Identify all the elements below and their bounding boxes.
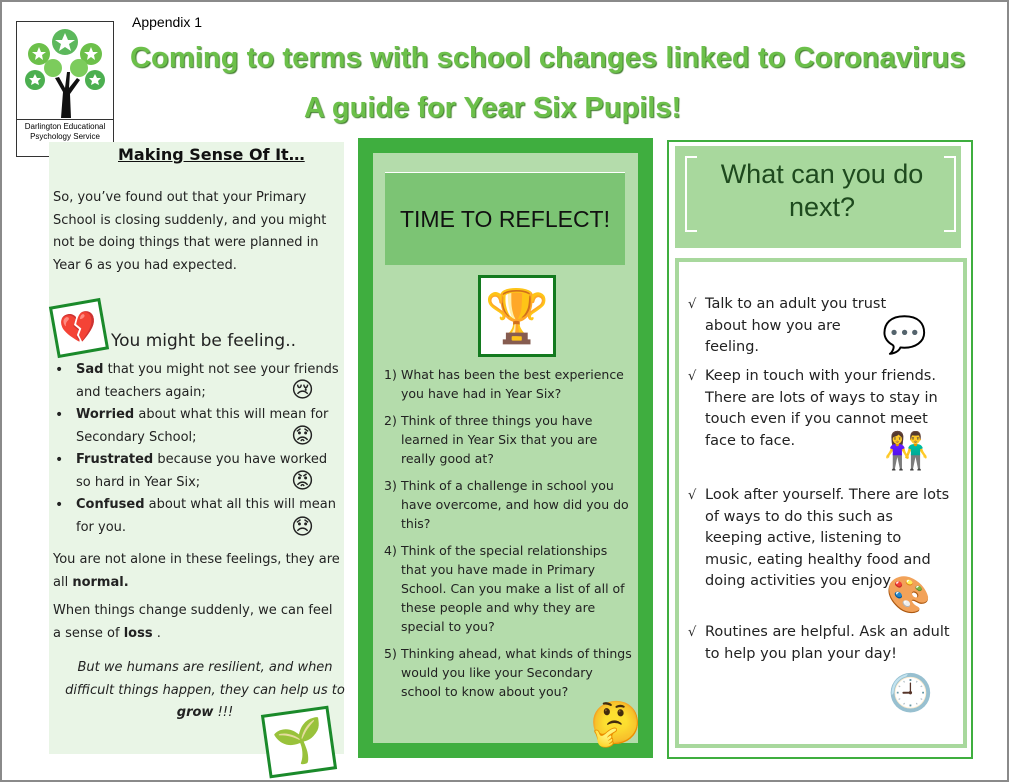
list-item bbox=[384, 644, 634, 701]
resilient-end: !!! bbox=[213, 705, 234, 720]
feeling-text: about what all this will mean for you. bbox=[76, 497, 336, 535]
tip-item bbox=[688, 622, 950, 665]
friends-icon: 👫 bbox=[884, 431, 929, 472]
worried-face-icon: 😟 bbox=[291, 424, 314, 449]
change-plain: When things change suddenly, we can feel a sense of bbox=[53, 603, 333, 641]
disappointed-face-icon: 😞 bbox=[291, 515, 314, 540]
logo bbox=[16, 21, 114, 157]
change-bold: loss bbox=[123, 625, 153, 641]
intro-text: So, you’ve found out that your Primary School is closing suddenly, and you might not be doing things that were planned in Year 6 as you had expected. bbox=[53, 190, 327, 273]
page-subtitle: A guide for Year Six Pupils! bbox=[304, 92, 682, 124]
feeling-label: You might be feeling.. bbox=[111, 331, 296, 351]
next-title: What can you do next? bbox=[720, 159, 924, 222]
trophy-icon: 🏆 bbox=[478, 275, 556, 357]
reflect-title: TIME TO REFLECT! bbox=[385, 172, 625, 265]
feeling-word: Sad bbox=[76, 362, 104, 377]
check-icon: √ bbox=[688, 369, 697, 384]
question-number: 2) bbox=[384, 413, 397, 428]
not-alone-text bbox=[53, 549, 343, 594]
list-item bbox=[384, 365, 634, 403]
tip-text: Routines are helpful. Ask an adult to help you plan your day! bbox=[705, 624, 950, 662]
question-number: 5) bbox=[384, 646, 397, 661]
check-icon: √ bbox=[688, 297, 697, 312]
broken-heart-icon: 💔 bbox=[49, 298, 109, 358]
sprout-icon: 🌱 bbox=[261, 706, 337, 779]
list-item bbox=[384, 411, 634, 468]
feeling-text: that you might not see your friends and teachers again; bbox=[76, 362, 339, 400]
appendix-label: Appendix 1 bbox=[132, 14, 203, 30]
feeling-word: Worried bbox=[76, 407, 135, 422]
crying-face-icon: 😢 bbox=[291, 378, 314, 403]
question-text: What has been the best experience you have had in Year Six? bbox=[401, 367, 624, 401]
feeling-text: about what this will mean for Secondary School; bbox=[76, 407, 329, 445]
list-item bbox=[384, 476, 634, 533]
feeling-text: because you have worked so hard in Year Six; bbox=[76, 452, 328, 490]
resilient-bold: grow bbox=[176, 705, 214, 720]
question-text: Thinking ahead, what kinds of things would you like your Secondary school to know about you? bbox=[401, 646, 632, 699]
feeling-word: Frustrated bbox=[76, 452, 154, 467]
left-bracket-decoration bbox=[685, 156, 697, 232]
change-end: . bbox=[152, 625, 161, 641]
list-item bbox=[384, 541, 634, 636]
clock-icon: 🕘 bbox=[888, 673, 933, 714]
check-icon: √ bbox=[688, 488, 697, 503]
question-text: Think of the special relationships that you have made in Primary School. Can you make a list of all of these people and why they are special to you? bbox=[401, 543, 625, 634]
check-icon: √ bbox=[688, 625, 697, 640]
question-number: 3) bbox=[384, 478, 397, 493]
question-text: Think of a challenge in school you have overcome, and how did you do this? bbox=[401, 478, 629, 531]
resilient-plain: But we humans are resilient, and when difficult things happen, they can help us to bbox=[65, 660, 345, 698]
left-heading: Making Sense Of It… bbox=[118, 145, 305, 164]
reflect-questions bbox=[384, 365, 634, 709]
tip-text: Keep in touch with your friends. There are lots of ways to stay in touch even if you cannot meet face to face. bbox=[705, 368, 938, 449]
right-bracket-decoration bbox=[944, 156, 956, 232]
speech-bubble-icon: 💬 bbox=[882, 315, 927, 356]
logo-caption: Darlington Educational Psychology Service bbox=[17, 119, 113, 156]
question-number: 4) bbox=[384, 543, 397, 558]
question-text: Think of three things you have learned in Year Six that you are really good at? bbox=[401, 413, 598, 466]
tree-logo-icon bbox=[17, 22, 113, 122]
page-title: Coming to terms with school changes linked to Coronavirus bbox=[130, 42, 966, 74]
tip-text: Talk to an adult you trust about how you are feeling. bbox=[705, 296, 887, 355]
tip-text: Look after yourself. There are lots of ways to do this such as keeping active, listening to music, eating healthy food and doing activities you enjoy. bbox=[705, 487, 950, 589]
change-text bbox=[53, 600, 343, 645]
not-alone-bold: normal. bbox=[72, 574, 129, 590]
feeling-word: Confused bbox=[76, 497, 145, 512]
palette-icon: 🎨 bbox=[886, 575, 931, 616]
angry-face-icon: 😡 bbox=[291, 469, 314, 494]
not-alone-plain: You are not alone in these feelings, they are all bbox=[53, 552, 340, 590]
thinking-face-icon: 🤔 bbox=[585, 694, 646, 752]
question-number: 1) bbox=[384, 367, 397, 382]
